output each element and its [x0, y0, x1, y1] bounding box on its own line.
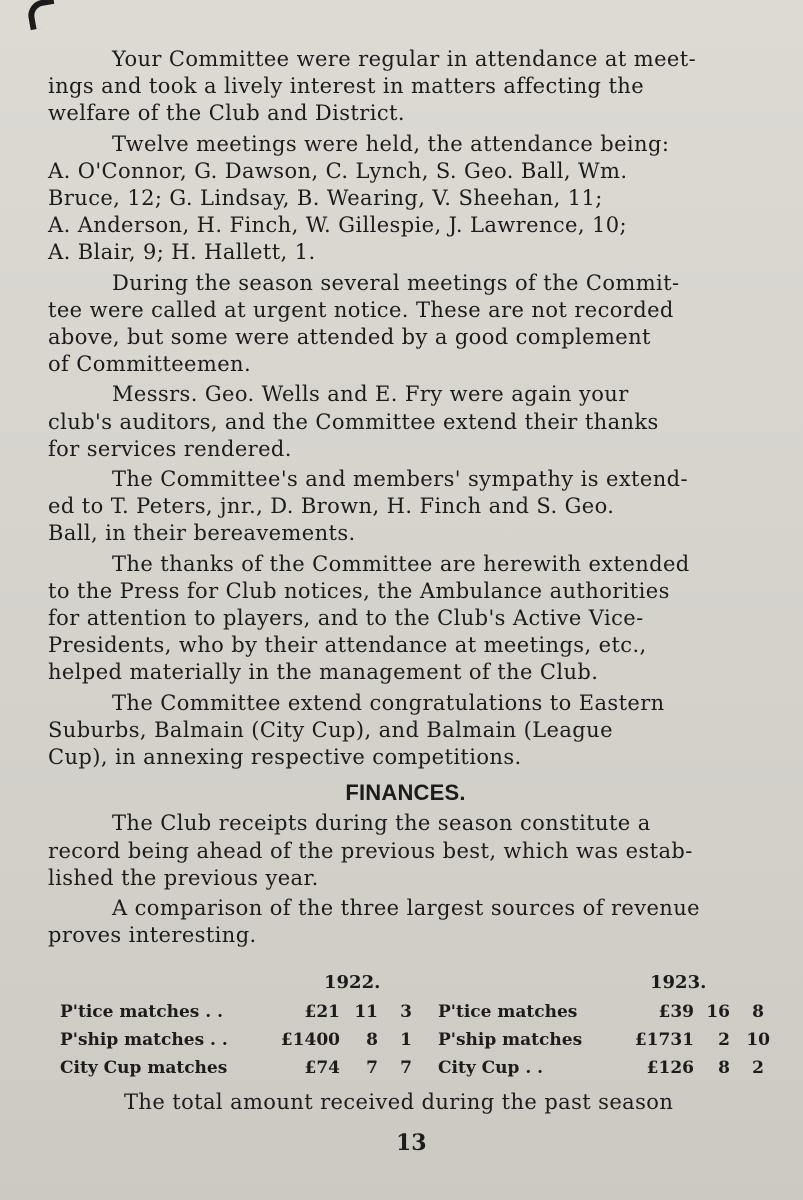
pounds-1922: £21 [304, 1002, 340, 1022]
row-label-1923: P'ship matches [438, 1030, 583, 1050]
text-line: welfare of the Club and District. [48, 101, 405, 126]
row-label-1923: City Cup . . [438, 1058, 544, 1078]
pounds-1922: £1400 [280, 1030, 340, 1050]
revenue-table-header [60, 972, 770, 1002]
text-line: proves interesting. [48, 923, 257, 948]
text-line: Presidents, who by their attendance at meetings, etc., [48, 633, 647, 658]
text-line: tee were called at urgent notice. These are not recorded [48, 297, 674, 322]
shillings-1922: 11 [354, 1002, 378, 1022]
pence-1923: 10 [746, 1030, 770, 1050]
pence-1922: 1 [400, 1030, 412, 1050]
text-line: Twelve meetings were held, the attendance being: [112, 131, 670, 156]
table-row [60, 1058, 770, 1086]
shillings-1923: 16 [706, 1002, 730, 1022]
paragraph-sympathy [48, 466, 763, 548]
text-line: club's auditors, and the Committee extend their thanks [48, 409, 659, 434]
pounds-1923: £126 [646, 1058, 694, 1078]
text-line: record being ahead of the previous best, which was estab- [48, 838, 693, 863]
pounds-1923: £1731 [634, 1030, 694, 1050]
table-row [60, 1002, 770, 1030]
year-1923-header: 1923. [650, 972, 707, 993]
finances-heading: FINANCES. [345, 780, 466, 806]
paragraph-meetings-held [48, 131, 763, 267]
text-line: A comparison of the three largest sources of revenue [112, 896, 700, 921]
shillings-1922: 7 [366, 1058, 378, 1078]
row-label-1922: P'ship matches . . [60, 1030, 228, 1050]
pence-1922: 7 [400, 1058, 412, 1078]
text-line: Messrs. Geo. Wells and E. Fry were again your [112, 382, 629, 407]
text-line: Cup), in annexing respective competitions. [48, 745, 522, 770]
shillings-1923: 2 [718, 1030, 730, 1050]
text-line: A. O'Connor, G. Dawson, C. Lynch, S. Geo. Ball, Wm. [48, 158, 628, 183]
text-line: lished the previous year. [48, 865, 319, 890]
paragraph-receipts [48, 810, 763, 892]
pounds-1922: £74 [304, 1058, 340, 1078]
text-line: for services rendered. [48, 436, 292, 461]
text-line: Ball, in their bereavements. [48, 521, 356, 546]
closing-line: The total amount received during the past season [124, 1090, 674, 1114]
pence-1923: 2 [752, 1058, 764, 1078]
text-line: of Committeemen. [48, 352, 252, 377]
row-label-1922: P'tice matches . . [60, 1002, 224, 1022]
text-line: The Committee extend congratulations to Eastern [112, 690, 665, 715]
paragraph-thanks [48, 551, 763, 687]
pence-1922: 3 [400, 1002, 412, 1022]
shillings-1922: 8 [366, 1030, 378, 1050]
shillings-1923: 8 [718, 1058, 730, 1078]
text-line: to the Press for Club notices, the Ambulance authorities [48, 578, 670, 603]
paragraph-urgent-meetings [48, 270, 763, 379]
text-line: Your Committee were regular in attendance at meet- [112, 47, 697, 71]
paragraph-comparison [48, 895, 763, 949]
text-line: for attention to players, and to the Club's Active Vice- [48, 606, 644, 631]
row-label-1923: P'tice matches [438, 1002, 578, 1022]
text-line: Suburbs, Balmain (City Cup), and Balmain (League [48, 717, 613, 742]
row-label-1922: City Cup matches [60, 1058, 228, 1078]
text-line: During the season several meetings of the Commit- [112, 270, 680, 295]
text-line: A. Anderson, H. Finch, W. Gillespie, J. Lawrence, 10; [48, 213, 627, 238]
pence-1923: 8 [752, 1002, 764, 1022]
text-line: The thanks of the Committee are herewith extended [112, 551, 690, 576]
text-line: A. Blair, 9; H. Hallett, 1. [48, 240, 316, 265]
paragraph-committee-attendance [48, 46, 763, 128]
corner-mark [26, 0, 58, 30]
revenue-table [60, 972, 770, 1086]
year-1922-header: 1922. [324, 972, 381, 993]
text-line: Bruce, 12; G. Lindsay, B. Wearing, V. Sheehan, 11; [48, 186, 603, 211]
text-line: ed to T. Peters, jnr., D. Brown, H. Finch and S. Geo. [48, 494, 615, 519]
table-row [60, 1030, 770, 1058]
paragraph-auditors [48, 381, 763, 463]
pounds-1923: £39 [658, 1002, 694, 1022]
body-text [48, 46, 763, 953]
text-line: helped materially in the management of the Club. [48, 660, 599, 685]
paragraph-congratulations [48, 690, 763, 772]
text-line: above, but some were attended by a good complement [48, 325, 651, 350]
text-line: The Club receipts during the season constitute a [112, 811, 651, 836]
page-number: 13 [396, 1130, 427, 1156]
text-line: ings and took a lively interest in matters affecting the [48, 74, 645, 99]
text-line: The Committee's and members' sympathy is extend- [112, 467, 688, 492]
